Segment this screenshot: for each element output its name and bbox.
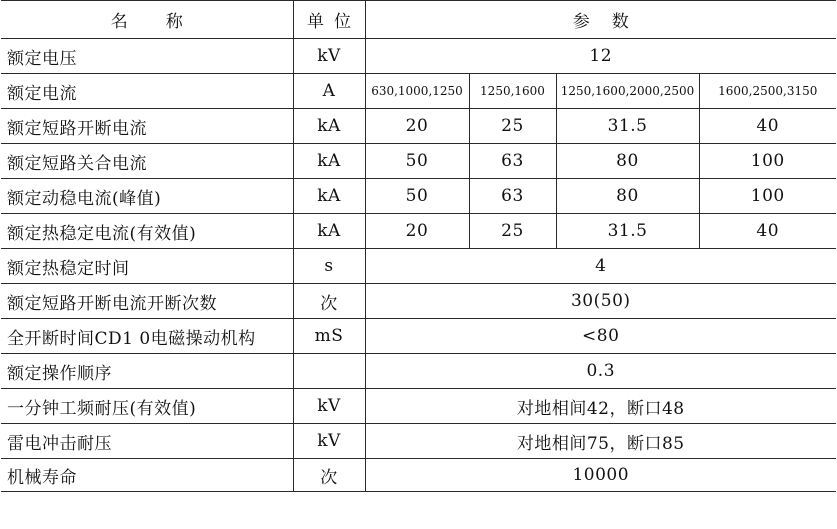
row-unit: kV bbox=[293, 39, 365, 74]
row-value: 31.5 bbox=[556, 214, 699, 249]
table-row bbox=[1, 319, 836, 354]
row-name: 额定电压 bbox=[1, 39, 293, 74]
row-value: 对地相间75，断口85 bbox=[365, 424, 836, 459]
row-value: 63 bbox=[469, 179, 556, 214]
row-unit bbox=[293, 354, 365, 389]
row-value: 63 bbox=[469, 144, 556, 179]
row-name: 雷电冲击耐压 bbox=[1, 424, 293, 459]
row-value: 50 bbox=[365, 144, 469, 179]
table-row bbox=[1, 39, 836, 74]
table-row bbox=[1, 214, 836, 249]
row-value: 0.3 bbox=[365, 354, 836, 389]
table-row bbox=[1, 389, 836, 424]
row-unit: A bbox=[293, 74, 365, 109]
row-name: 一分钟工频耐压(有效值) bbox=[1, 389, 293, 424]
table-row bbox=[1, 284, 836, 319]
table-row bbox=[1, 179, 836, 214]
row-name: 额定电流 bbox=[1, 74, 293, 109]
row-name: 额定短路开断电流开断次数 bbox=[1, 284, 293, 319]
row-value: 4 bbox=[365, 249, 836, 284]
row-unit: 次 bbox=[293, 459, 365, 492]
row-unit: kA bbox=[293, 109, 365, 144]
row-value: 25 bbox=[469, 214, 556, 249]
row-name: 额定热稳定电流(有效值) bbox=[1, 214, 293, 249]
row-value: 100 bbox=[699, 144, 836, 179]
row-unit: mS bbox=[293, 319, 365, 354]
table-header-row bbox=[1, 1, 836, 39]
header-unit: 单位 bbox=[293, 1, 365, 39]
row-unit: kA bbox=[293, 179, 365, 214]
row-value: 1600,2500,3150 bbox=[699, 74, 836, 109]
header-params: 参数 bbox=[365, 1, 836, 39]
spec-table bbox=[1, 0, 836, 492]
row-unit: kA bbox=[293, 214, 365, 249]
table-row bbox=[1, 249, 836, 284]
row-value: 80 bbox=[556, 144, 699, 179]
row-unit: kA bbox=[293, 144, 365, 179]
row-value: 1250,1600,2000,2500 bbox=[556, 74, 699, 109]
row-unit: kV bbox=[293, 424, 365, 459]
row-name: 全开断时间CD1 0电磁操动机构 bbox=[1, 319, 293, 354]
row-value: <80 bbox=[365, 319, 836, 354]
row-value: 40 bbox=[699, 109, 836, 144]
table-row bbox=[1, 459, 836, 492]
row-value: 对地相间42，断口48 bbox=[365, 389, 836, 424]
row-value: 50 bbox=[365, 179, 469, 214]
table-row bbox=[1, 354, 836, 389]
row-value: 1250,1600 bbox=[469, 74, 556, 109]
row-name: 机械寿命 bbox=[1, 459, 293, 492]
table-row bbox=[1, 424, 836, 459]
row-name: 额定热稳定时间 bbox=[1, 249, 293, 284]
row-name: 额定操作顺序 bbox=[1, 354, 293, 389]
row-name: 额定动稳电流(峰值) bbox=[1, 179, 293, 214]
row-value: 12 bbox=[365, 39, 836, 74]
row-value: 25 bbox=[469, 109, 556, 144]
table-row bbox=[1, 109, 836, 144]
row-value: 31.5 bbox=[556, 109, 699, 144]
row-value: 20 bbox=[365, 109, 469, 144]
table-row bbox=[1, 144, 836, 179]
header-name: 名称 bbox=[1, 1, 293, 39]
row-value: 100 bbox=[699, 179, 836, 214]
row-value: 10000 bbox=[365, 459, 836, 492]
row-name: 额定短路开断电流 bbox=[1, 109, 293, 144]
row-value: 20 bbox=[365, 214, 469, 249]
row-unit: s bbox=[293, 249, 365, 284]
row-value: 40 bbox=[699, 214, 836, 249]
row-unit: 次 bbox=[293, 284, 365, 319]
table-row bbox=[1, 74, 836, 109]
row-unit: kV bbox=[293, 389, 365, 424]
row-value: 630,1000,1250 bbox=[365, 74, 469, 109]
row-value: 80 bbox=[556, 179, 699, 214]
row-name: 额定短路关合电流 bbox=[1, 144, 293, 179]
row-value: 30(50) bbox=[365, 284, 836, 319]
